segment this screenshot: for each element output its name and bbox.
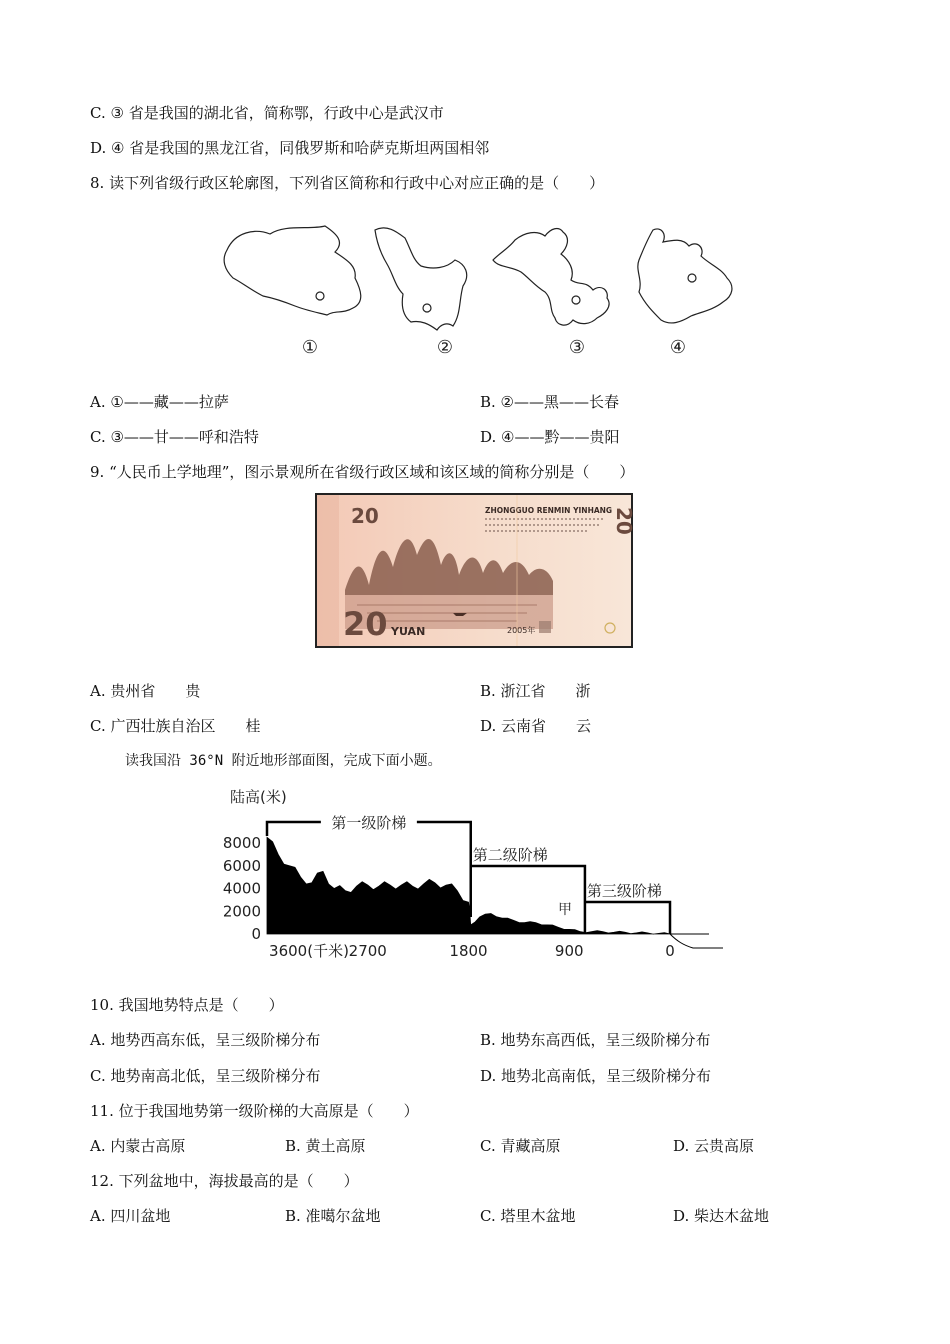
map-label-4: ④ xyxy=(669,337,687,358)
q9-option-c: C. 广西壮族自治区 桂 xyxy=(90,717,261,735)
capital-dot-1 xyxy=(316,292,324,300)
q10-option-b: B. 地势东高西低，呈三级阶梯分布 xyxy=(480,1031,711,1049)
q8-option-a: A. ①——藏——拉萨 xyxy=(90,393,229,411)
q12-option-d: D. 柴达木盆地 xyxy=(673,1207,770,1225)
note-denom-bottom: 20 xyxy=(343,605,388,643)
x-tick-label: 1800 xyxy=(449,942,488,960)
note-denom-side: 20 xyxy=(612,507,636,535)
note-bank-line: ZHONGGUO RENMIN YINHANG xyxy=(485,506,613,515)
profile-intro: 读我国沿 36°N 附近地形部面图，完成下面小题。 xyxy=(125,753,442,769)
capital-dot-2 xyxy=(423,304,431,312)
province-outline-4 xyxy=(638,229,732,323)
q12-option-b: B. 准噶尔盆地 xyxy=(285,1207,381,1225)
note-year: 2005年 xyxy=(507,626,536,635)
y-tick-label: 0 xyxy=(251,925,261,943)
offshore-line xyxy=(670,934,723,948)
prev-option-c: C. ③ 省是我国的湖北省，简称鄂，行政中心是武汉市 xyxy=(90,104,444,122)
y-tick-label: 6000 xyxy=(222,856,261,875)
province-outline-3 xyxy=(493,229,609,326)
q10-option-a: A. 地势西高东低，呈三级阶梯分布 xyxy=(90,1031,321,1049)
q12-option-a: A. 四川盆地 xyxy=(90,1207,171,1225)
q8-option-d: D. ④——黔——贵阳 xyxy=(480,428,620,446)
note-yuan: YUAN xyxy=(391,625,426,638)
q9-option-d: D. 云南省 云 xyxy=(480,717,592,735)
q12-stem: 12. 下列盆地中，海拔最高的是（ ） xyxy=(90,1172,359,1190)
y-tick-label: 2000 xyxy=(222,902,261,921)
q8-stem: 8. 读下列省级行政区轮廓图，下列省区简称和行政中心对应正确的是（ ） xyxy=(90,174,605,192)
capital-dot-4 xyxy=(688,274,696,282)
terrain-profile-chart xyxy=(215,783,735,963)
q8-option-c: C. ③——甘——呼和浩特 xyxy=(90,428,259,446)
q11-option-a: A. 内蒙古高原 xyxy=(90,1137,186,1155)
y-tick-label: 4000 xyxy=(222,879,261,898)
q9-stem: 9. “人民币上学地理”，图示景观所在省级行政区域和该区域的简称分别是（ ） xyxy=(90,463,635,481)
q12-option-c: C. 塔里木盆地 xyxy=(480,1207,576,1225)
step-label: 第三级阶梯 xyxy=(586,882,662,900)
step-label: 第一级阶梯 xyxy=(331,814,407,832)
q11-option-c: C. 青藏高原 xyxy=(480,1137,561,1155)
x-tick-label: 3600(千米) xyxy=(269,942,349,960)
y-tick-label: 8000 xyxy=(222,834,261,852)
map-label-2: ② xyxy=(436,337,454,358)
marker-jia: 甲 xyxy=(558,902,572,918)
banknote-image xyxy=(315,493,636,648)
q11-option-d: D. 云贵高原 xyxy=(673,1137,755,1155)
prev-option-d: D. ④ 省是我国的黑龙江省，同俄罗斯和哈萨克斯坦两国相邻 xyxy=(90,139,490,157)
province-outline-2 xyxy=(375,228,467,330)
province-outline-maps xyxy=(215,220,755,365)
q10-stem: 10. 我国地势特点是（ ） xyxy=(90,996,284,1014)
q10-option-d: D. 地势北高南低，呈三级阶梯分布 xyxy=(480,1067,712,1085)
q10-option-c: C. 地势南高北低，呈三级阶梯分布 xyxy=(90,1067,321,1085)
step-label: 第二级阶梯 xyxy=(472,846,548,864)
map-label-1: ① xyxy=(301,337,319,358)
note-denom-top: 20 xyxy=(351,504,379,528)
x-tick-label: 0 xyxy=(665,942,675,960)
chart-ylabel: 陆高(米) xyxy=(230,788,287,806)
x-tick-label: 2700 xyxy=(348,942,387,960)
q11-option-b: B. 黄土高原 xyxy=(285,1137,366,1155)
province-outline-1 xyxy=(224,226,361,315)
map-label-3: ③ xyxy=(568,337,586,358)
q11-stem: 11. 位于我国地势第一级阶梯的大高原是（ ） xyxy=(90,1102,419,1120)
step-bracket xyxy=(585,902,670,934)
q9-option-b: B. 浙江省 浙 xyxy=(480,682,591,700)
q9-option-a: A. 贵州省 贵 xyxy=(90,682,201,700)
capital-dot-3 xyxy=(572,296,580,304)
q8-option-b: B. ②——黑——长春 xyxy=(480,393,620,411)
x-tick-label: 900 xyxy=(554,942,584,960)
